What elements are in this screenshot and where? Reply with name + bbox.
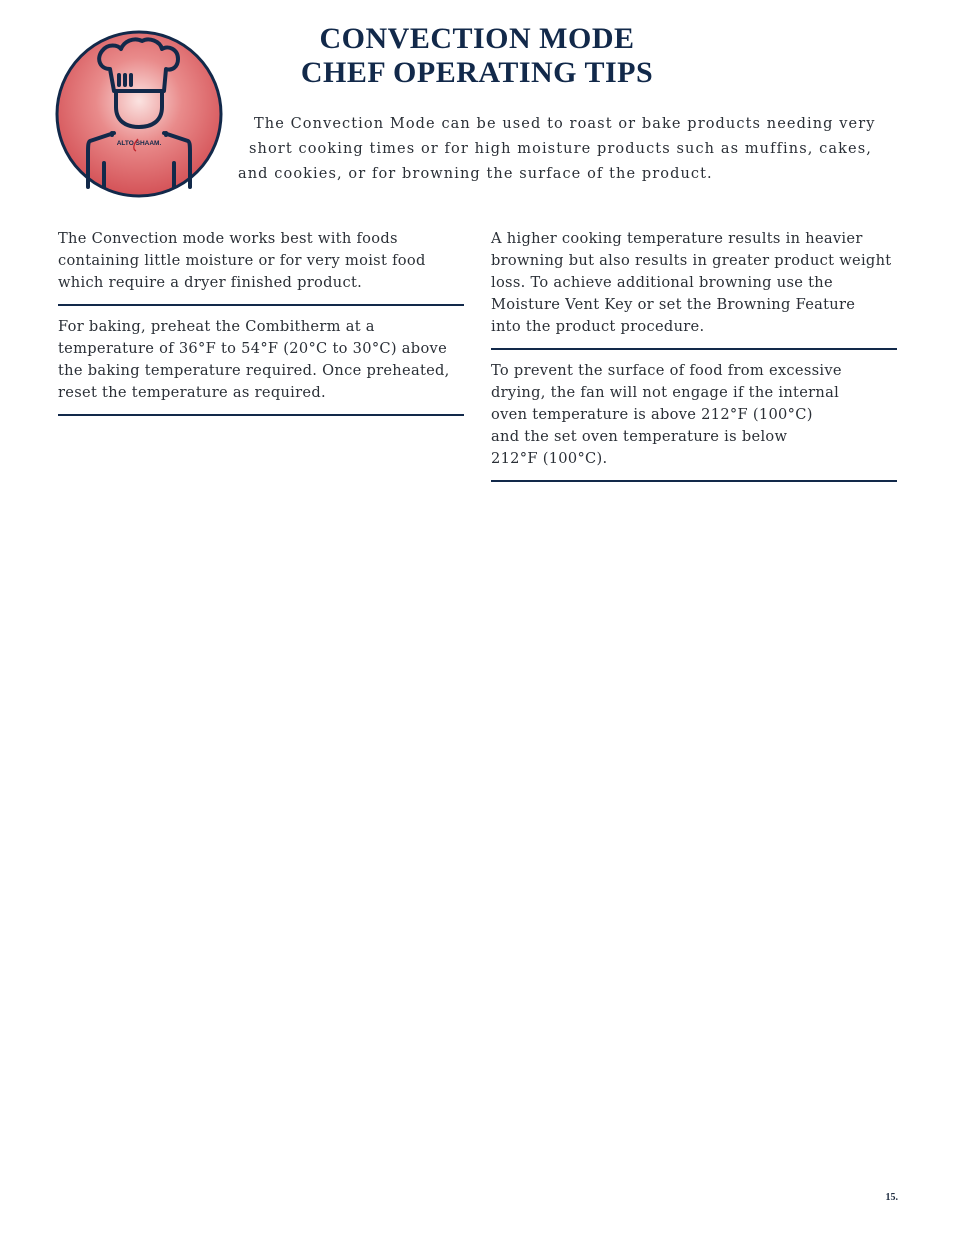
tip-line: drying, the fan will not engage if the internal [491,384,840,401]
intro-line: and cookies, or for browning the surface of the product. [238,166,713,182]
tip-line: To prevent the surface of food from excessive [491,362,842,379]
tip-line: and the set oven temperature is below [491,428,788,445]
tip-line: reset the temperature as required. [58,384,326,401]
title-line: CHEF OPERATING TIPS [300,56,654,89]
divider [58,414,464,416]
tip-line: 212°F (100°C). [491,450,608,467]
logo-text: ALTO SHAAM. [116,140,162,147]
divider [491,348,897,350]
divider [58,304,464,306]
divider [491,480,897,482]
tip-convection-foods [58,228,464,294]
page-number: 15. [885,1192,898,1203]
tip-line: temperature of 36°F to 54°F (20°C to 30°C) above [58,340,448,357]
intro-line: The Convection Mode can be used to roast or bake products needing very [254,116,876,132]
tip-line: loss. To achieve additional browning use the [491,274,833,291]
tip-line: which require a dryer finished product. [58,274,363,291]
tip-line: The Convection mode works best with foods [58,230,398,247]
tip-line: oven temperature is above 212°F (100°C) [491,406,813,423]
intro-paragraph [238,112,878,187]
title-line: CONVECTION MODE [319,22,635,55]
tip-fan-engage [491,360,897,470]
tip-line: For baking, preheat the Combitherm at a [58,318,375,335]
intro-line: short cooking times or for high moisture products such as muffins, cakes, [249,141,872,157]
tip-line: A higher cooking temperature results in heavier [491,230,863,247]
tip-line: Moisture Vent Key or set the Browning Feature [491,296,856,313]
tip-baking-preheat [58,316,464,404]
tip-line: the baking temperature required. Once preheated, [58,362,450,379]
tip-line: containing little moisture or for very moist food [58,252,426,269]
page-title [250,22,704,90]
tip-line: browning but also results in greater product weight [491,252,892,269]
chef-logo [54,29,224,199]
tip-browning [491,228,897,338]
tip-line: into the product procedure. [491,318,705,335]
